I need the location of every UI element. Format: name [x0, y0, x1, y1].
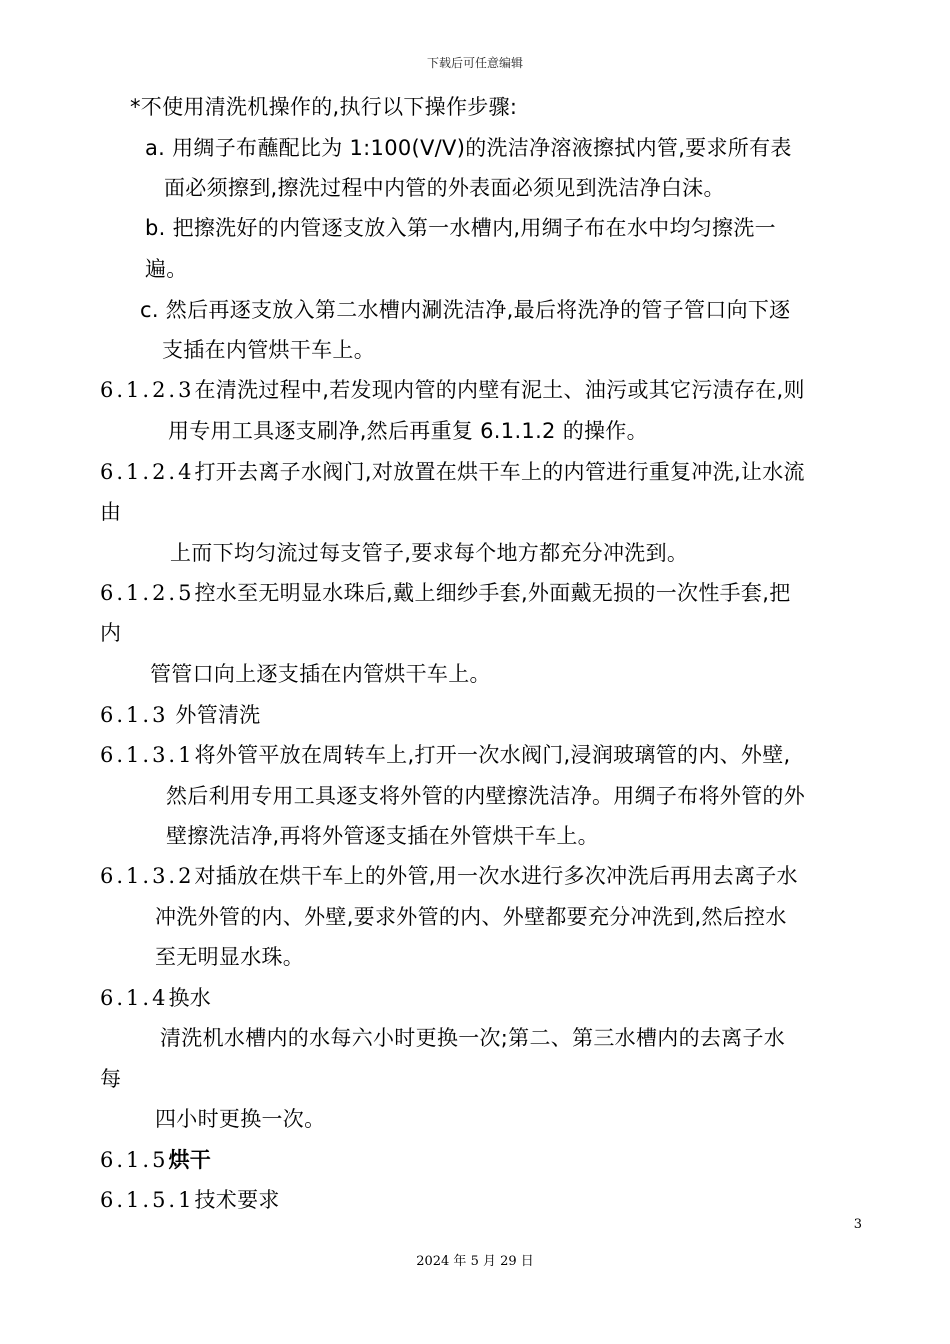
- section-number: 6.1.3.2: [100, 864, 195, 888]
- section-line: 6.1.2.3在清洗过程中,若发现内管的内壁有泥土、油污或其它污渍存在,则: [100, 378, 805, 402]
- text-line: 至无明显水珠。: [155, 945, 305, 969]
- section-number: 6.1.3.1: [100, 743, 195, 767]
- text-line: 由: [100, 500, 122, 524]
- section-number: 6.1.2.3: [100, 378, 195, 402]
- section-number: 6.1.2.5: [100, 581, 195, 605]
- text-line: 用专用工具逐支刷净,然后再重复 6.1.1.2 的操作。: [168, 419, 648, 443]
- section-number: 6.1.3: [100, 703, 169, 727]
- text-line: 每: [100, 1067, 122, 1091]
- text-line: c. 然后再逐支放入第二水槽内涮洗洁净,最后将洗净的管子管口向下逐: [140, 298, 791, 322]
- section-number: 6.1.2.4: [100, 460, 195, 484]
- section-number: 6.1.5.1: [100, 1188, 195, 1212]
- text-line: 上而下均匀流过每支管子,要求每个地方都充分冲洗到。: [170, 541, 689, 565]
- text-line: 然后利用专用工具逐支将外管的内壁擦洗洁净。用绸子布将外管的外: [166, 784, 805, 808]
- section-number: 6.1.4: [100, 986, 169, 1010]
- section-line: 6.1.3.2对插放在烘干车上的外管,用一次水进行多次冲洗后再用去离子水: [100, 864, 798, 888]
- section-line: 6.1.3 外管清洗: [100, 703, 261, 727]
- section-line: 6.1.2.4打开去离子水阀门,对放置在烘干车上的内管进行重复冲洗,让水流: [100, 460, 805, 484]
- text-line: 遍。: [145, 257, 188, 281]
- text-line: 清洗机水槽内的水每六小时更换一次;第二、第三水槽内的去离子水: [160, 1026, 786, 1050]
- page-number: 3: [853, 1217, 862, 1232]
- text-line: *不使用清洗机操作的,执行以下操作步骤:: [130, 95, 518, 119]
- section-line: 6.1.3.1将外管平放在周转车上,打开一次水阀门,浸润玻璃管的内、外壁,: [100, 743, 791, 767]
- section-number: 6.1.5: [100, 1148, 169, 1172]
- section-line: 6.1.4换水: [100, 986, 212, 1010]
- text-line: 壁擦洗洁净,再将外管逐支插在外管烘干车上。: [166, 824, 599, 848]
- page-header: 下载后可任意编辑: [426, 56, 523, 70]
- text-line: 内: [100, 621, 122, 645]
- text-line: 冲洗外管的内、外壁,要求外管的内、外壁都要充分冲洗到,然后控水: [155, 905, 787, 929]
- text-line: 支插在内管烘干车上。: [162, 338, 375, 362]
- section-line: 6.1.2.5控水至无明显水珠后,戴上细纱手套,外面戴无损的一次性手套,把: [100, 581, 791, 605]
- text-line: a. 用绸子布蘸配比为 1:100(V/V)的洗洁净溶液擦拭内管,要求所有表: [145, 136, 792, 160]
- section-title: 烘干: [168, 1148, 212, 1172]
- section-line: [100, 1146, 211, 1174]
- section-line: 6.1.5.1技术要求: [100, 1188, 280, 1212]
- text-line: 面必须擦到,擦洗过程中内管的外表面必须见到洗洁净白沫。: [164, 176, 725, 200]
- text-line: 管管口向上逐支插在内管烘干车上。: [150, 662, 491, 686]
- text-line: b. 把擦洗好的内管逐支放入第一水槽内,用绸子布在水中均匀擦洗一: [145, 216, 776, 240]
- text-line: 四小时更换一次。: [155, 1107, 326, 1131]
- page-footer-date: 2024 年 5 月 29 日: [416, 1254, 534, 1269]
